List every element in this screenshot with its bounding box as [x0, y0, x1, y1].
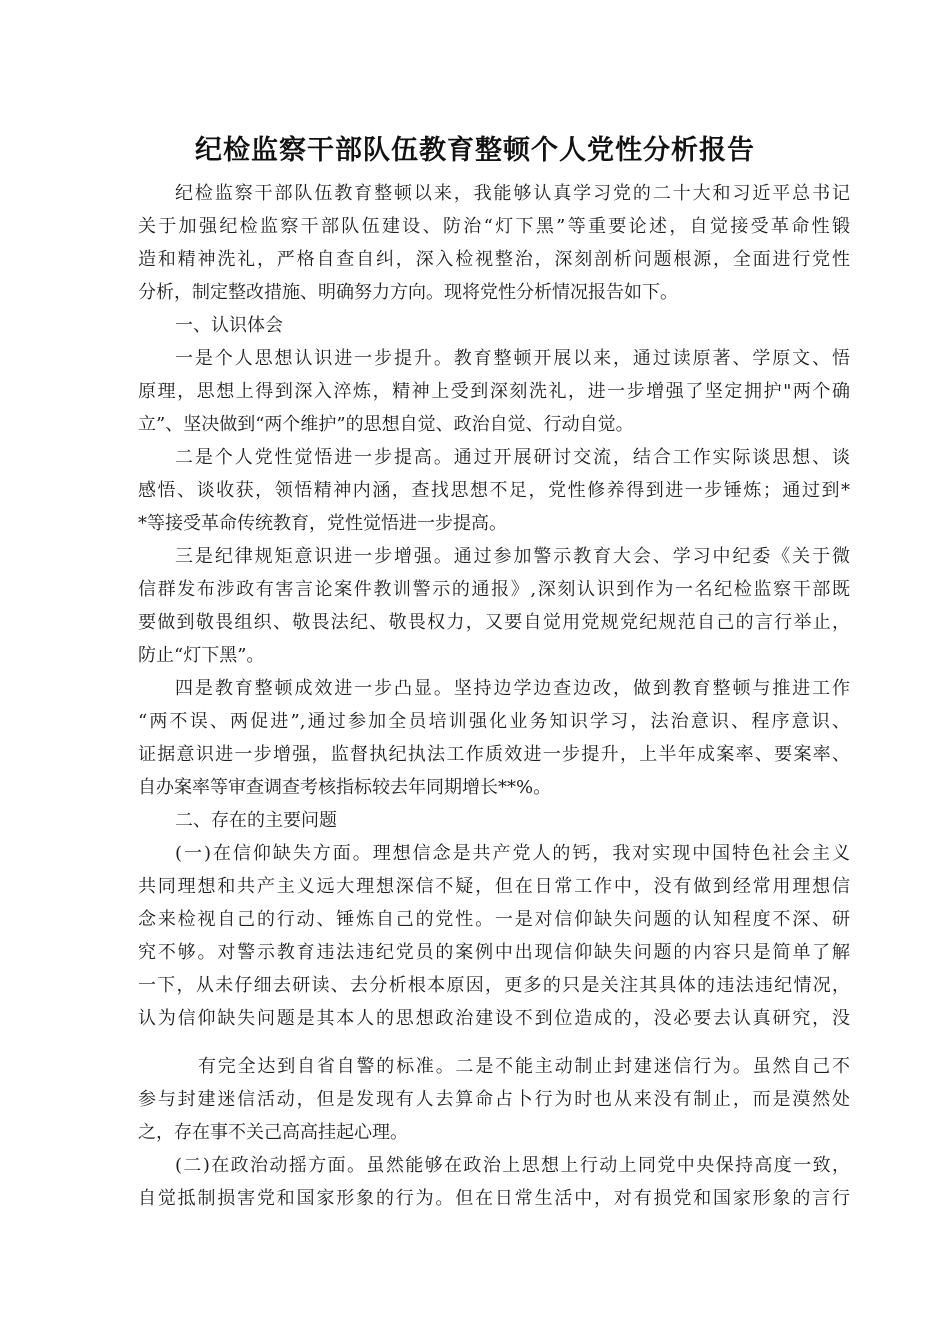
paragraph-line: 念来检视自己的行动、锤炼自己的党性。一是对信仰缺失问题的认知程度不深、研 [138, 909, 850, 930]
paragraph-line: 纪检监察干部队伍教育整顿以来，我能够认真学习党的二十大和习近平总书记 [175, 183, 850, 204]
paragraph-line: 之，存在事不关己高高挂起心理。 [138, 1122, 408, 1143]
paragraph-line: *等接受革命传统教育，党性觉悟进一步提高。 [138, 513, 507, 534]
paragraph-line: (二)在政治动摇方面。虽然能够在政治上思想上行动上同党中央保持高度一致， [175, 1155, 850, 1176]
paragraph-line: 立”、坚决做到“两个维护”的思想自觉、政治自觉、行动自觉。 [138, 414, 634, 435]
paragraph-line: 有完全达到自省自警的标准。二是不能主动制止封建迷信行为。虽然自己不 [198, 1056, 850, 1077]
paragraph-line: 要做到敬畏组织、敬畏法纪、敬畏权力，又要自觉用党规党纪规范自己的言行举止， [138, 612, 850, 633]
paragraph-line: 参与封建迷信活动，但是发现有人去算命占卜行为时也从来没有制止，而是漠然处 [138, 1089, 850, 1110]
section-heading: 二、存在的主要问题 [175, 810, 337, 831]
paragraph-line: 感悟、谈收获，领悟精神内涵，查找思想不足，党性修养得到进一步锤炼；通过到* [138, 480, 850, 501]
paragraph-line: 自办案率等审查调查考核指标较去年同期增长**%。 [138, 777, 552, 798]
paragraph-line: 认为信仰缺失问题是其本人的思想政治建设不到位造成的，没必要去认真研究，没 [138, 1008, 850, 1029]
paragraph-line: 防止“灯下黑”。 [138, 645, 265, 666]
paragraph-line: “两不误、两促进”,通过参加全员培训强化业务知识学习，法治意识、程序意识、 [138, 711, 850, 732]
paragraph-line: 关于加强纪检监察干部队伍建设、防治“灯下黑”等重要论述，自觉接受革命性锻 [138, 216, 850, 237]
paragraph-line: 自觉抵制损害党和国家形象的行为。但在日常生活中，对有损党和国家形象的言行 [138, 1188, 850, 1209]
paragraph-line: 造和精神洗礼，严格自查自纠，深入检视整治，深刻剖析问题根源，全面进行党性 [138, 249, 850, 270]
paragraph-line: 究不够。对警示教育违法违纪党员的案例中出现信仰缺失问题的内容只是简单了解 [138, 942, 850, 963]
paragraph-line: 二是个人党性觉悟进一步提高。通过开展研讨交流，结合工作实际谈思想、谈 [175, 447, 850, 468]
paragraph-line: 证据意识进一步增强，监督执纪执法工作质效进一步提升，上半年成案率、要案率、 [138, 744, 850, 765]
paragraph-line: 一下，从未仔细去研读、去分析根本原因，更多的只是关注其具体的违法违纪情况， [138, 975, 850, 996]
paragraph-line: 分析，制定整改措施、明确努力方向。现将党性分析情况报告如下。 [138, 282, 678, 303]
paragraph-line: (一)在信仰缺失方面。理想信念是共产党人的钙，我对实现中国特色社会主义 [175, 843, 850, 864]
section-heading: 一、认识体会 [175, 315, 283, 336]
paragraph-line: 信群发布涉政有害言论案件教训警示的通报》,深刻认识到作为一名纪检监察干部既 [138, 579, 850, 600]
paragraph-line: 共同理想和共产主义远大理想深信不疑，但在日常工作中，没有做到经常用理想信 [138, 876, 850, 897]
paragraph-line: 一是个人思想认识进一步提升。教育整顿开展以来，通过读原著、学原文、悟 [175, 348, 850, 369]
paragraph-line: 三是纪律规矩意识进一步增强。通过参加警示教育大会、学习中纪委《关于微 [175, 546, 850, 567]
paragraph-line: 原理，思想上得到深入淬炼，精神上受到深刻洗礼，进一步增强了坚定拥护"两个确 [138, 381, 850, 402]
paragraph-line: 四是教育整顿成效进一步凸显。坚持边学边查边改，做到教育整顿与推进工作 [175, 678, 850, 699]
document-title: 纪检监察干部队伍教育整顿个人党性分析报告 [195, 135, 755, 166]
